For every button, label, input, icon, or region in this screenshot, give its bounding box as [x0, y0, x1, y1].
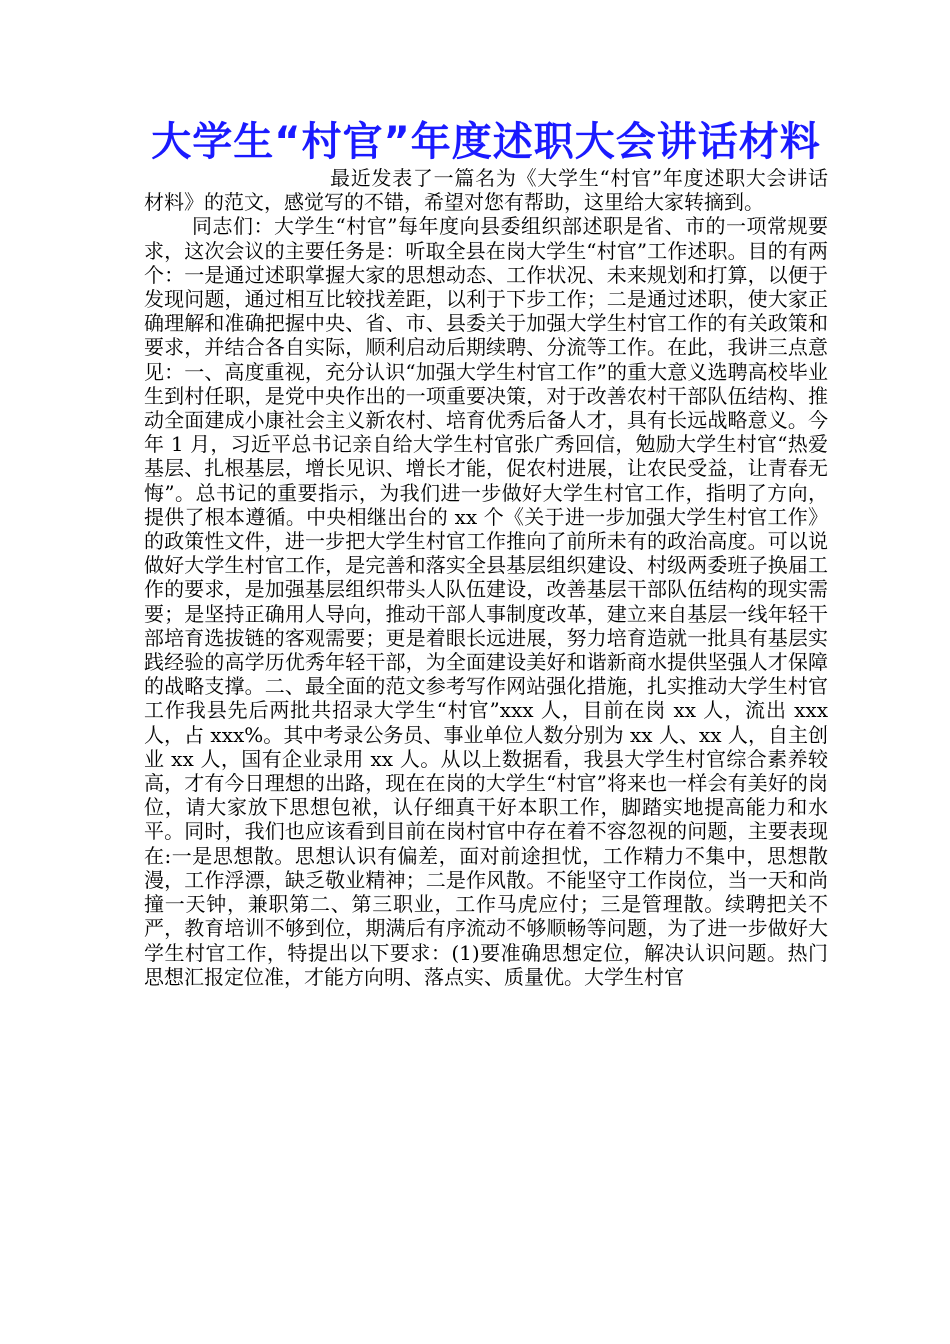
document-page [144, 118, 828, 989]
body-paragraph: 同志们：大学生“村官”每年度向县委组织部述职是省、市的一项常规要求，这次会议的主要任务是：听取全县在岗大学生“村官”工作述职。目的有两个：一是通过述职掌握大家的思想动态、工作状况、未来规划和打算，以便于发现问题，通过相互比较找差距，以利于下步工作；二是通过述职，使大家正确理解和准确把握中央、省、市、县委关于加强大学生村官工作的有关政策和要求，并结合各自实际，顺利启动后期续聘、分流等工作。在此，我讲三点意见：一、高度重视，充分认识“加强大学生村官工作”的重大意义选聘高校毕业生到村任职，是党中央作出的一项重要决策，对于改善农村干部队伍结构、推动全面建成小康社会主义新农村、培育优秀后备人才，具有长远战略意义。今年 1 月，习近平总书记亲自给大学生村官张广秀回信，勉励大学生村官“热爱基层、扎根基层，增长见识、增长才能，促农村进展，让农民受益，让青春无悔”。总书记的重要指示，为我们进一步做好大学生村官工作，指明了方向，提供了根本遵循。中央相继出台的 xx 个《关于进一步加强大学生村官工作》的政策性文件，进一步把大学生村官工作推向了前所未有的政治高度。可以说做好大学生村官工作，是完善和落实全县基层组织建设、村级两委班子换届工作的要求，是加强基层组织带头人队伍建设，改善基层干部队伍结构的现实需要；是坚持正确用人导向，推动干部人事制度改革，建立来自基层一线年轻干部培育选拔链的客观需要；更是着眼长远进展，努力培育造就一批具有基层实践经验的高学历优秀年轻干部，为全面建设美好和谐新商水提供坚强人才保障的战略支撑。二、最全面的范文参考写作网站强化措施，扎实推动大学生村官工作我县先后两批共招录大学生“村官”xxx 人，目前在岗 xx 人，流出 xxx 人，占 xxx%。其中考录公务员、事业单位人数分别为 xx 人、xx 人，自主创业 xx 人，国有企业录用 xx 人。从以上数据看，我县大学生村官综合素养较高，才有今日理想的出路，现在在岗的大学生“村官”将来也一样会有美好的岗位，请大家放下思想包袱，认仔细真干好本职工作，脚踏实地提高能力和水平。同时，我们也应该看到目前在岗村官中存在着不容忽视的问题，主要表现在:一是思想散。思想认识有偏差，面对前途担忧，工作精力不集中，思想散漫，工作浮漂，缺乏敬业精神；二是作风散。不能坚守工作岗位，当一天和尚撞一天钟，兼职第二、第三职业，工作马虎应付；三是管理散。续聘把关不严，教育培训不够到位，期满后有序流动不够顺畅等问题，为了进一步做好大学生村官工作，特提出以下要求：(1)要准确思想定位，解决认识问题。热门思想汇报定位准，才能方向明、落点实、质量优。大学生村官 [144, 214, 828, 989]
document-title: 大学生“村官”年度述职大会讲话材料 [151, 119, 821, 165]
intro-paragraph: 最近发表了一篇名为《大学生“村官”年度述职大会讲话材料》的范文，感觉写的不错，希望对您有帮助，这里给大家转摘到。 [144, 166, 828, 215]
